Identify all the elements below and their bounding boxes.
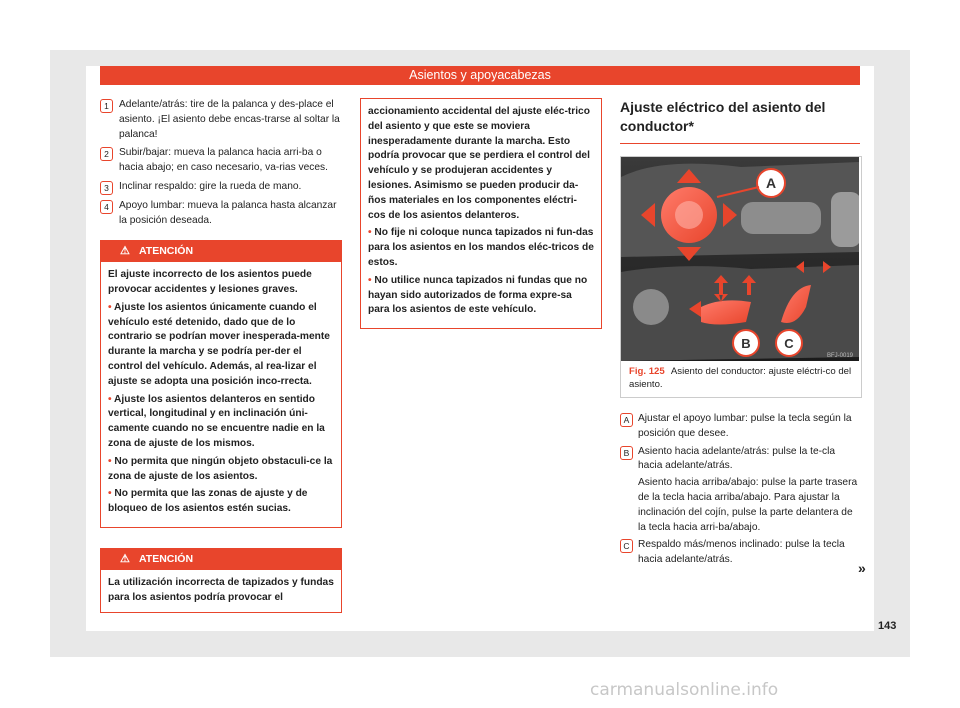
legend-text: Asiento hacia adelante/atrás: pulse la te-cla hacia adelante/atrás. [638, 445, 836, 472]
figure-caption [621, 361, 861, 397]
warning-bullet [368, 226, 594, 270]
warning-bullet [108, 487, 334, 517]
legend-text: Ajustar el apoyo lumbar: pulse la tecla según la posición que desee. [638, 413, 852, 439]
warning-bullet [108, 393, 334, 452]
figure-number: Fig. 125 [629, 366, 665, 377]
seat-controls-illustration [621, 157, 859, 361]
warning-title: ATENCIÓN [139, 245, 194, 258]
bullet-icon: • [108, 488, 115, 500]
legend-item [620, 445, 860, 536]
bullet-icon: • [108, 455, 115, 467]
step-number: 1 [100, 99, 113, 113]
figure-label-b: B [741, 336, 751, 351]
step-text: Apoyo lumbar: mueva la palanca hasta alcanzar la posición deseada. [119, 199, 337, 226]
warning-body [361, 99, 601, 328]
legend-key: A [620, 413, 633, 427]
warning-bullet-text: No permita que las zonas de ajuste y de bloqueo de los asientos estén sucias. [108, 488, 308, 515]
page-header: Asientos y apoyacabezas [100, 66, 860, 85]
step-number: 2 [100, 147, 113, 161]
warning-title: ATENCIÓN [139, 552, 194, 565]
warning-intro: El ajuste incorrecto de los asientos puede provocar accidentes y lesiones graves. [108, 269, 312, 295]
warning-header [101, 241, 341, 262]
warning-body [101, 262, 341, 527]
step-item [100, 98, 342, 142]
warning-box [100, 548, 342, 613]
step-text: Adelante/atrás: tire de la palanca y des-place el asiento. ¡El asiento debe encas-trarse al soltar la palanca! [119, 99, 340, 140]
warning-bullet [108, 455, 334, 485]
bullet-icon: • [368, 274, 375, 286]
step-number: 3 [100, 181, 113, 195]
step-item [100, 146, 342, 176]
column-middle [360, 98, 602, 329]
column-right [620, 98, 860, 571]
warning-box [100, 240, 342, 528]
legend-key: C [620, 539, 633, 553]
figure-label-a: A [765, 175, 777, 191]
step-number: 4 [100, 200, 113, 214]
legend-text: Asiento hacia arriba/abajo: pulse la parte trasera de la tecla hacia arriba/abajo. Para ajustar la inclinación del cojín, pulse la parte delantera de la tecla hacia arri-ba/abajo. [638, 477, 858, 533]
warning-intro: La utilización incorrecta de tapizados y fundas para los asientos podría provocar el [108, 576, 334, 603]
legend-item [620, 412, 860, 442]
warning-bullet-text: Ajuste los asientos únicamente cuando el vehículo esté detenido, dado que de lo contrario se podrían mover inesperada-mente durante la marcha y se podría per-der el control del vehículo. Además, al rea-lizar el ajuste se adopta una posición inco-rrecta. [108, 301, 330, 387]
step-item [100, 180, 342, 195]
section-title: Ajuste eléctrico del asiento del conductor* [620, 98, 860, 144]
legend-item [620, 538, 860, 568]
bullet-icon: • [108, 393, 115, 405]
warning-bullet [368, 274, 594, 318]
bullet-icon: • [368, 227, 375, 239]
figure-code: BFJ-0019 [826, 353, 853, 359]
warning-header [101, 549, 341, 570]
page-number: 143 [878, 620, 897, 632]
step-text: Inclinar respaldo: gire la rueda de mano. [119, 180, 302, 192]
figure [620, 156, 862, 398]
column-left [100, 98, 342, 613]
warning-intro: accionamiento accidental del ajuste eléc-trico del asiento y que este se moviera inesperadamente durante la marcha. Esto podría provocar que se perdiera el control del vehículo y se produjeran accidentes y lesiones. Asimismo se pueden producir da-ños materiales en los componentes eléctri-cos de los asientos delanteros. [368, 106, 590, 221]
warning-triangle-icon: ⚠ [120, 552, 130, 565]
legend [620, 412, 860, 568]
watermark: carmanualsonline.info [590, 680, 779, 700]
step-item [100, 199, 342, 229]
warning-bullet-text: Ajuste los asientos delanteros en sentido vertical, longitudinal y en inclinación úni-camente cuando no se encuentre nadie en la zona de ajuste de los mismos. [108, 393, 325, 449]
step-text: Subir/bajar: mueva la palanca hacia arri-ba o hacia abajo; en caso necesario, va-rias veces. [119, 147, 328, 174]
figure-label-c: C [784, 336, 794, 351]
bullet-icon: • [108, 301, 115, 313]
warning-bullet-text: No fije ni coloque nunca tapizados ni fun-das para los asientos en los mandos eléc-tricos de estos. [368, 227, 594, 268]
legend-key: B [620, 446, 633, 460]
warning-triangle-icon: ⚠ [120, 245, 130, 258]
warning-bullet-text: No permita que ningún objeto obstaculi-ce la zona de ajuste de los asientos. [108, 455, 333, 482]
figure-caption-text: Asiento del conductor: ajuste eléctri-co del asiento. [629, 366, 852, 390]
warning-body [101, 570, 341, 613]
warning-box-continued [360, 98, 602, 329]
continue-mark: » [858, 560, 866, 576]
warning-bullet [108, 301, 334, 390]
legend-text: Respaldo más/menos inclinado: pulse la tecla hacia adelante/atrás. [638, 539, 845, 566]
warning-bullet-text: No utilice nunca tapizados ni fundas que no hayan sido autorizados de forma expre-sa para los asientos de este vehículo. [368, 274, 588, 316]
